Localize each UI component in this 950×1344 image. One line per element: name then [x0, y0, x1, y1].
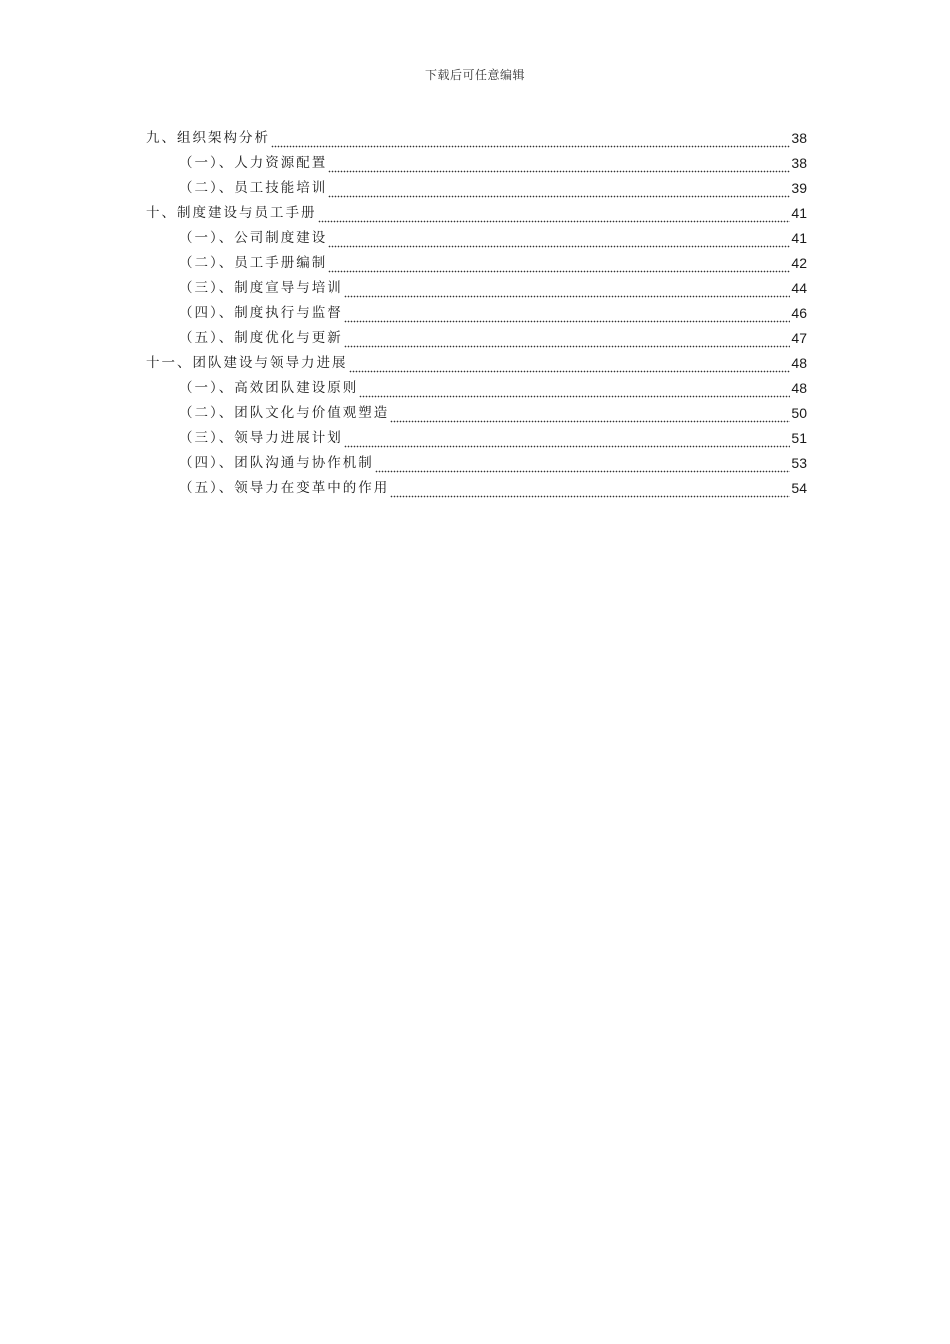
toc-dot-leader: [375, 461, 791, 473]
toc-entry[interactable]: [146, 401, 807, 426]
toc-entry-title: （五）、领导力在变革中的作用: [179, 480, 390, 496]
toc-entry-page: 48: [791, 355, 807, 371]
toc-dot-leader: [328, 161, 790, 173]
toc-dot-leader: [328, 236, 790, 248]
toc-entry-page: 41: [791, 205, 807, 221]
toc-dot-leader: [344, 311, 791, 323]
toc-entry-title: 九、组织架构分析: [146, 130, 270, 146]
toc-dot-leader: [349, 361, 791, 373]
toc-entry-page: 54: [791, 480, 807, 496]
toc-entry[interactable]: [146, 176, 807, 201]
toc-entry[interactable]: [146, 301, 807, 326]
toc-entry-title: （五）、制度优化与更新: [179, 330, 343, 346]
toc-entry-title: （三）、制度宣导与培训: [179, 280, 343, 296]
toc-entry-page: 53: [791, 455, 807, 471]
toc-entry-title: （四）、团队沟通与协作机制: [179, 455, 374, 471]
toc-entry[interactable]: [146, 351, 807, 376]
toc-entry-title: 十、制度建设与员工手册: [146, 205, 317, 221]
page-header: 下载后可任意编辑: [424, 68, 525, 82]
toc-entry-page: 46: [791, 305, 807, 321]
toc-entry-page: 38: [791, 130, 807, 146]
toc-entry[interactable]: [146, 476, 807, 501]
toc-dot-leader: [390, 486, 790, 498]
toc-entry[interactable]: [146, 201, 807, 226]
toc-dot-leader: [359, 386, 790, 398]
toc-entry-title: （一）、高效团队建设原则: [179, 380, 359, 396]
toc-entry-page: 42: [791, 255, 807, 271]
table-of-contents: [146, 126, 807, 501]
toc-dot-leader: [271, 136, 790, 148]
toc-entry-page: 47: [791, 330, 807, 346]
toc-dot-leader: [328, 186, 790, 198]
toc-dot-leader: [344, 286, 791, 298]
toc-entry-page: 51: [791, 430, 807, 446]
toc-entry-page: 41: [791, 230, 807, 246]
toc-entry[interactable]: [146, 326, 807, 351]
toc-entry[interactable]: [146, 426, 807, 451]
toc-dot-leader: [344, 436, 791, 448]
toc-dot-leader: [328, 261, 790, 273]
toc-entry[interactable]: [146, 251, 807, 276]
toc-entry[interactable]: [146, 376, 807, 401]
toc-entry-page: 50: [791, 405, 807, 421]
toc-entry-title: （三）、领导力进展计划: [179, 430, 343, 446]
toc-entry-title: （二）、团队文化与价值观塑造: [179, 405, 390, 421]
toc-entry[interactable]: [146, 226, 807, 251]
toc-entry-page: 38: [791, 155, 807, 171]
toc-dot-leader: [344, 336, 791, 348]
toc-dot-leader: [390, 411, 790, 423]
toc-entry-title: （一）、公司制度建设: [179, 230, 328, 246]
toc-entry[interactable]: [146, 451, 807, 476]
toc-entry[interactable]: [146, 126, 807, 151]
toc-entry[interactable]: [146, 151, 807, 176]
toc-entry-page: 39: [791, 180, 807, 196]
toc-entry-page: 48: [791, 380, 807, 396]
toc-entry-title: 十一、团队建设与领导力进展: [146, 355, 348, 371]
toc-dot-leader: [318, 211, 791, 223]
toc-entry-title: （四）、制度执行与监督: [179, 305, 343, 321]
toc-entry-page: 44: [791, 280, 807, 296]
toc-entry[interactable]: [146, 276, 807, 301]
toc-entry-title: （二）、员工技能培训: [179, 180, 328, 196]
toc-entry-title: （二）、员工手册编制: [179, 255, 328, 271]
toc-entry-title: （一）、人力资源配置: [179, 155, 328, 171]
